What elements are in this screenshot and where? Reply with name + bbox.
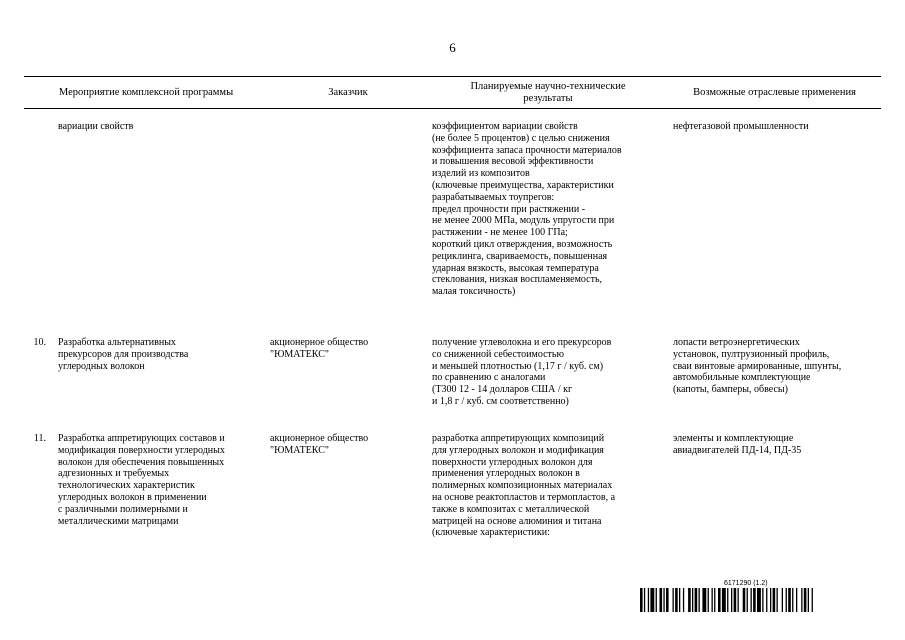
- row-measure: вариации свойств: [58, 121, 134, 132]
- row-number: 10.: [33, 337, 46, 348]
- row-results: коэффициентом вариации свойств (не более 5 процентов) с целью снижения коэффициента запаса прочности материалов и повышения весовой эффективности изделий из композитов (ключевые преимущества, характеристики разрабатываемых тоупрегов: предел прочности при растяжении - не менее 2000 МПа, модуль упругости при растяжении - не менее 100 ГПа; короткий цикл отверждения, возможность рециклинга, свариваемость, повышенная ударная вязкость, высокая температура стеклования, низкая воспламеняемость, малая токсичность): [432, 121, 622, 298]
- table-top-rule: [24, 76, 881, 77]
- row-applications: нефтегазовой промышленности: [673, 121, 809, 132]
- document-code: 6171290 (1.2): [724, 580, 768, 587]
- row-applications: элементы и комплектующие авиадвигателей ПД-14, ПД-35: [673, 433, 802, 456]
- header-results: Планируемые научно-технические результаты: [470, 81, 626, 104]
- header-measure: Мероприятие комплексной программы: [58, 87, 234, 98]
- row-number: 11.: [33, 433, 46, 444]
- row-measure: Разработка аппретирующих составов и модификация поверхности углеродных волокон для обеспечения повышенных адгезионных и требуемых технологических характеристик углеродных волокон в применении с различными полимерными и металлическими матрицами: [58, 433, 225, 527]
- row-applications: лопасти ветроэнергетических установок, пултрузионный профиль, сваи винтовые армированные, шпунты, автомобильные комплектующие (капоты, бамперы, обвесы): [673, 337, 842, 396]
- header-applications: Возможные отраслевые применения: [693, 87, 856, 98]
- row-customer: акционерное общество "ЮМАТЕКС": [270, 433, 369, 456]
- row-measure: Разработка альтернативных прекурсоров для производства углеродных волокон: [58, 337, 189, 372]
- row-customer: акционерное общество "ЮМАТЕКС": [270, 337, 369, 360]
- table-header-rule: [24, 108, 881, 109]
- header-customer: Заказчик: [328, 87, 368, 98]
- page-number: 6: [449, 40, 456, 55]
- row-results: разработка аппретирующих композиций для углеродных волокон и модификация поверхности углеродных волокон для применения углеродных волокон в полимерных композиционных материалах на основе реактопластов и термопластов, а также в композитах с металлической матрицей на основе алюминия и титана (ключевые характеристики:: [432, 433, 616, 539]
- row-results: получение углеволокна и его прекурсоров со сниженной себестоимостью и меньшей плотностью (1,17 г / куб. см) по сравнению с аналогами (Т300 12 - 14 долларов США / кг и 1,8 г / куб. см соответственно): [432, 337, 612, 407]
- barcode: [640, 588, 876, 612]
